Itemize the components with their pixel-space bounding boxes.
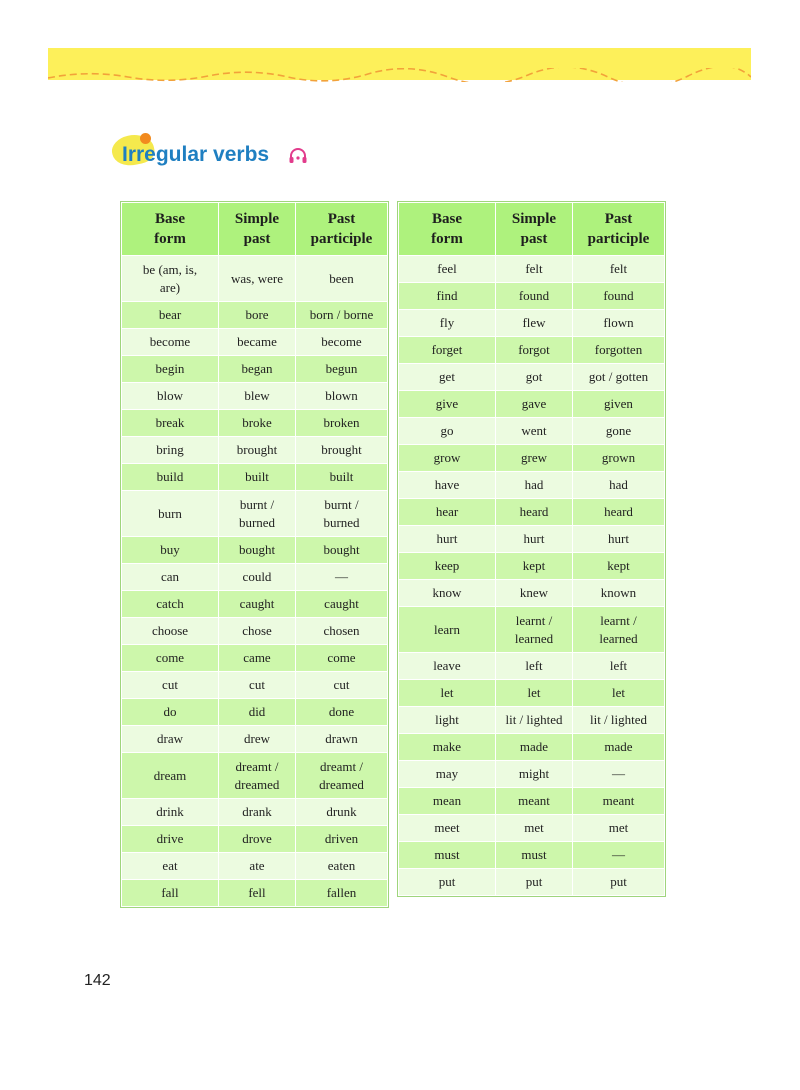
table-row: [122, 880, 388, 907]
base-form-cell: give: [399, 391, 496, 418]
table-row: [399, 472, 665, 499]
base-form-cell: bring: [122, 437, 219, 464]
table-row: [399, 815, 665, 842]
past-participle-cell: built: [296, 464, 388, 491]
table-header-row: [399, 203, 665, 256]
simple-past-cell: meant: [496, 788, 573, 815]
base-form-cell: light: [399, 707, 496, 734]
simple-past-cell: grew: [496, 445, 573, 472]
table-row: [122, 645, 388, 672]
table-row: [399, 707, 665, 734]
table-row: [399, 734, 665, 761]
past-participle-cell: driven: [296, 826, 388, 853]
table-row: [122, 383, 388, 410]
base-form-cell: let: [399, 680, 496, 707]
column-header: Past participle: [573, 203, 665, 256]
past-participle-cell: fallen: [296, 880, 388, 907]
past-participle-cell: learnt / learned: [573, 607, 665, 653]
table-row: [122, 826, 388, 853]
past-participle-cell: dreamt / dreamed: [296, 753, 388, 799]
past-participle-cell: lit / lighted: [573, 707, 665, 734]
base-form-cell: dream: [122, 753, 219, 799]
past-participle-cell: brought: [296, 437, 388, 464]
base-form-cell: burn: [122, 491, 219, 537]
past-participle-cell: felt: [573, 256, 665, 283]
base-form-cell: keep: [399, 553, 496, 580]
wavy-dashed-line-icon: [48, 68, 751, 82]
past-participle-cell: —: [573, 761, 665, 788]
simple-past-cell: drew: [219, 726, 296, 753]
base-form-cell: hurt: [399, 526, 496, 553]
table-row: [399, 869, 665, 896]
base-form-cell: know: [399, 580, 496, 607]
past-participle-cell: hurt: [573, 526, 665, 553]
simple-past-cell: brought: [219, 437, 296, 464]
base-form-cell: eat: [122, 853, 219, 880]
base-form-cell: become: [122, 329, 219, 356]
verbs-table-right: [398, 202, 665, 896]
table-row: [122, 410, 388, 437]
base-form-cell: draw: [122, 726, 219, 753]
simple-past-cell: blew: [219, 383, 296, 410]
table-row: [122, 329, 388, 356]
past-participle-cell: gone: [573, 418, 665, 445]
column-header: Past participle: [296, 203, 388, 256]
table-row: [399, 391, 665, 418]
simple-past-cell: gave: [496, 391, 573, 418]
simple-past-cell: put: [496, 869, 573, 896]
simple-past-cell: bore: [219, 302, 296, 329]
simple-past-cell: was, were: [219, 256, 296, 302]
past-participle-cell: let: [573, 680, 665, 707]
table-row: [399, 580, 665, 607]
page-number: 142: [84, 972, 111, 989]
base-form-cell: choose: [122, 618, 219, 645]
past-participle-cell: eaten: [296, 853, 388, 880]
top-decorative-band: [48, 48, 751, 80]
simple-past-cell: broke: [219, 410, 296, 437]
past-participle-cell: forgotten: [573, 337, 665, 364]
simple-past-cell: came: [219, 645, 296, 672]
simple-past-cell: began: [219, 356, 296, 383]
base-form-cell: meet: [399, 815, 496, 842]
table-row: [122, 464, 388, 491]
simple-past-cell: bought: [219, 537, 296, 564]
past-participle-cell: bought: [296, 537, 388, 564]
simple-past-cell: did: [219, 699, 296, 726]
table-row: [122, 356, 388, 383]
simple-past-cell: made: [496, 734, 573, 761]
past-participle-cell: drunk: [296, 799, 388, 826]
table-row: [122, 591, 388, 618]
past-participle-cell: grown: [573, 445, 665, 472]
table-row: [399, 445, 665, 472]
base-form-cell: buy: [122, 537, 219, 564]
simple-past-cell: must: [496, 842, 573, 869]
simple-past-cell: fell: [219, 880, 296, 907]
table-row: [122, 302, 388, 329]
past-participle-cell: put: [573, 869, 665, 896]
base-form-cell: do: [122, 699, 219, 726]
past-participle-cell: blown: [296, 383, 388, 410]
table-header-row: [122, 203, 388, 256]
base-form-cell: leave: [399, 653, 496, 680]
table-row: [399, 607, 665, 653]
simple-past-cell: got: [496, 364, 573, 391]
base-form-cell: mean: [399, 788, 496, 815]
table-row: [122, 537, 388, 564]
base-form-cell: fall: [122, 880, 219, 907]
simple-past-cell: found: [496, 283, 573, 310]
simple-past-cell: burnt / burned: [219, 491, 296, 537]
base-form-cell: fly: [399, 310, 496, 337]
simple-past-cell: knew: [496, 580, 573, 607]
simple-past-cell: ate: [219, 853, 296, 880]
simple-past-cell: hurt: [496, 526, 573, 553]
column-header: Base form: [122, 203, 219, 256]
table-row: [122, 672, 388, 699]
base-form-cell: get: [399, 364, 496, 391]
past-participle-cell: —: [296, 564, 388, 591]
past-participle-cell: done: [296, 699, 388, 726]
verbs-table-left: [121, 202, 388, 907]
page-title: Irregular verbs: [122, 143, 270, 166]
table-row: [399, 256, 665, 283]
table-row: [399, 418, 665, 445]
table-row: [399, 842, 665, 869]
table-row: [122, 726, 388, 753]
simple-past-cell: could: [219, 564, 296, 591]
simple-past-cell: felt: [496, 256, 573, 283]
past-participle-cell: burnt / burned: [296, 491, 388, 537]
base-form-cell: hear: [399, 499, 496, 526]
simple-past-cell: left: [496, 653, 573, 680]
simple-past-cell: had: [496, 472, 573, 499]
base-form-cell: feel: [399, 256, 496, 283]
base-form-cell: learn: [399, 607, 496, 653]
simple-past-cell: chose: [219, 618, 296, 645]
simple-past-cell: lit / lighted: [496, 707, 573, 734]
base-form-cell: cut: [122, 672, 219, 699]
past-participle-cell: born / borne: [296, 302, 388, 329]
table-row: [122, 437, 388, 464]
past-participle-cell: heard: [573, 499, 665, 526]
table-row: [399, 499, 665, 526]
base-form-cell: blow: [122, 383, 219, 410]
past-participle-cell: begun: [296, 356, 388, 383]
simple-past-cell: met: [496, 815, 573, 842]
past-participle-cell: found: [573, 283, 665, 310]
table-row: [122, 753, 388, 799]
base-form-cell: may: [399, 761, 496, 788]
past-participle-cell: left: [573, 653, 665, 680]
past-participle-cell: cut: [296, 672, 388, 699]
base-form-cell: catch: [122, 591, 219, 618]
simple-past-cell: kept: [496, 553, 573, 580]
base-form-cell: have: [399, 472, 496, 499]
past-participle-cell: drawn: [296, 726, 388, 753]
table-row: [399, 526, 665, 553]
base-form-cell: come: [122, 645, 219, 672]
headphones-icon[interactable]: [288, 147, 308, 165]
base-form-cell: find: [399, 283, 496, 310]
base-form-cell: go: [399, 418, 496, 445]
table-row: [122, 256, 388, 302]
simple-past-cell: cut: [219, 672, 296, 699]
past-participle-cell: kept: [573, 553, 665, 580]
base-form-cell: drink: [122, 799, 219, 826]
past-participle-cell: caught: [296, 591, 388, 618]
past-participle-cell: —: [573, 842, 665, 869]
simple-past-cell: caught: [219, 591, 296, 618]
past-participle-cell: known: [573, 580, 665, 607]
table-row: [122, 699, 388, 726]
past-participle-cell: broken: [296, 410, 388, 437]
table-row: [122, 853, 388, 880]
simple-past-cell: drank: [219, 799, 296, 826]
table-row: [399, 788, 665, 815]
past-participle-cell: been: [296, 256, 388, 302]
simple-past-cell: dreamt / dreamed: [219, 753, 296, 799]
table-row: [399, 761, 665, 788]
past-participle-cell: become: [296, 329, 388, 356]
past-participle-cell: meant: [573, 788, 665, 815]
simple-past-cell: forgot: [496, 337, 573, 364]
column-header: Simple past: [219, 203, 296, 256]
base-form-cell: forget: [399, 337, 496, 364]
simple-past-cell: became: [219, 329, 296, 356]
simple-past-cell: went: [496, 418, 573, 445]
table-row: [399, 337, 665, 364]
table-row: [122, 799, 388, 826]
past-participle-cell: had: [573, 472, 665, 499]
simple-past-cell: heard: [496, 499, 573, 526]
past-participle-cell: come: [296, 645, 388, 672]
base-form-cell: can: [122, 564, 219, 591]
simple-past-cell: learnt / learned: [496, 607, 573, 653]
simple-past-cell: let: [496, 680, 573, 707]
past-participle-cell: met: [573, 815, 665, 842]
table-row: [399, 364, 665, 391]
base-form-cell: be (am, is, are): [122, 256, 219, 302]
base-form-cell: must: [399, 842, 496, 869]
column-header: Simple past: [496, 203, 573, 256]
base-form-cell: build: [122, 464, 219, 491]
base-form-cell: put: [399, 869, 496, 896]
table-row: [122, 564, 388, 591]
base-form-cell: bear: [122, 302, 219, 329]
past-participle-cell: got / gotten: [573, 364, 665, 391]
base-form-cell: drive: [122, 826, 219, 853]
table-row: [399, 680, 665, 707]
base-form-cell: grow: [399, 445, 496, 472]
table-row: [399, 653, 665, 680]
table-row: [399, 553, 665, 580]
simple-past-cell: might: [496, 761, 573, 788]
table-row: [122, 491, 388, 537]
base-form-cell: make: [399, 734, 496, 761]
column-header: Base form: [399, 203, 496, 256]
simple-past-cell: built: [219, 464, 296, 491]
section-title: [110, 130, 370, 180]
simple-past-cell: drove: [219, 826, 296, 853]
table-row: [122, 618, 388, 645]
base-form-cell: begin: [122, 356, 219, 383]
simple-past-cell: flew: [496, 310, 573, 337]
past-participle-cell: flown: [573, 310, 665, 337]
table-row: [399, 310, 665, 337]
base-form-cell: break: [122, 410, 219, 437]
past-participle-cell: chosen: [296, 618, 388, 645]
past-participle-cell: given: [573, 391, 665, 418]
table-row: [399, 283, 665, 310]
past-participle-cell: made: [573, 734, 665, 761]
